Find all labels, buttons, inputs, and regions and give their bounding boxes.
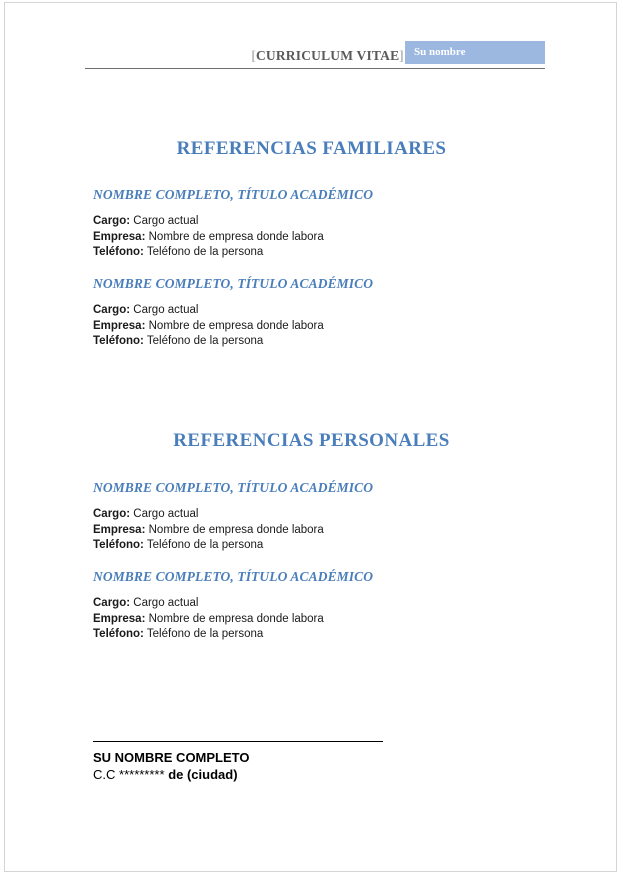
reference-cargo-label: Cargo:: [93, 215, 131, 227]
section-title-familiares: REFERENCIAS FAMILIARES: [176, 138, 447, 159]
reference-cargo-label: Cargo:: [93, 304, 131, 316]
reference-telefono-label: Teléfono:: [93, 628, 144, 640]
reference-block-personal-1: [93, 480, 513, 554]
reference-telefono-value: Teléfono de la persona: [146, 335, 264, 347]
reference-empresa-value: Nombre de empresa donde labora: [148, 523, 324, 536]
reference-cargo-line: [93, 303, 513, 319]
header-bracket-close: ]: [399, 48, 404, 63]
reference-block-personal-2: [93, 569, 513, 643]
reference-telefono-line: [93, 538, 513, 554]
reference-empresa-value: Nombre de empresa donde labora: [148, 612, 324, 625]
reference-cargo-label: Cargo:: [93, 597, 131, 609]
reference-telefono-label: Teléfono:: [93, 246, 144, 258]
reference-telefono-value: Teléfono de la persona: [146, 246, 264, 258]
reference-telefono-line: [93, 245, 513, 261]
header-bracket-open: [: [251, 48, 256, 63]
reference-empresa-value: Nombre de empresa donde labora: [148, 230, 324, 243]
signature-id-line: [93, 766, 523, 783]
reference-empresa-label: Empresa:: [93, 319, 146, 332]
reference-empresa-line: [93, 612, 513, 628]
reference-empresa-label: Empresa:: [93, 523, 146, 536]
header-document-type-text: CURRICULUM VITAE: [255, 48, 400, 63]
reference-empresa-label: Empresa:: [93, 612, 146, 625]
header-divider-rule: [85, 68, 545, 69]
reference-telefono-line: [93, 334, 513, 350]
reference-empresa-value: Nombre de empresa donde labora: [148, 319, 324, 332]
reference-cargo-value: Cargo actual: [133, 508, 199, 520]
reference-empresa-label: Empresa:: [93, 230, 146, 243]
reference-cargo-value: Cargo actual: [133, 304, 199, 316]
reference-telefono-value: Teléfono de la persona: [146, 628, 264, 640]
reference-name: NOMBRE COMPLETO, TÍTULO ACADÉMICO: [93, 480, 374, 495]
reference-empresa-line: [93, 523, 513, 539]
reference-telefono-line: [93, 627, 513, 643]
signature-block: [93, 741, 523, 783]
reference-block-familiar-2: [93, 276, 513, 350]
reference-cargo-value: Cargo actual: [133, 597, 199, 609]
reference-cargo-line: [93, 596, 513, 612]
header-document-type: [251, 48, 404, 64]
reference-name: NOMBRE COMPLETO, TÍTULO ACADÉMICO: [93, 187, 374, 202]
reference-cargo-line: [93, 214, 513, 230]
section-title-personales: REFERENCIAS PERSONALES: [173, 430, 450, 451]
reference-cargo-value: Cargo actual: [133, 215, 199, 227]
reference-cargo-label: Cargo:: [93, 508, 131, 520]
document-header: [85, 35, 545, 69]
reference-name: NOMBRE COMPLETO, TÍTULO ACADÉMICO: [93, 276, 374, 291]
signature-full-name: SU NOMBRE COMPLETO: [93, 750, 250, 765]
header-name-field-text: Su nombre: [414, 46, 466, 58]
reference-block-familiar-1: [93, 187, 513, 261]
document-page: [4, 2, 617, 872]
reference-telefono-value: Teléfono de la persona: [146, 539, 264, 551]
header-name-field[interactable]: [405, 41, 545, 64]
signature-id-suffix: de (ciudad): [168, 767, 238, 782]
reference-telefono-label: Teléfono:: [93, 539, 144, 551]
reference-empresa-line: [93, 319, 513, 335]
signature-id-mask: *********: [119, 767, 165, 782]
reference-name: NOMBRE COMPLETO, TÍTULO ACADÉMICO: [93, 569, 374, 584]
reference-cargo-line: [93, 507, 513, 523]
reference-telefono-label: Teléfono:: [93, 335, 144, 347]
signature-line: [93, 741, 383, 742]
signature-id-prefix: C.C: [93, 767, 116, 782]
reference-empresa-line: [93, 230, 513, 246]
